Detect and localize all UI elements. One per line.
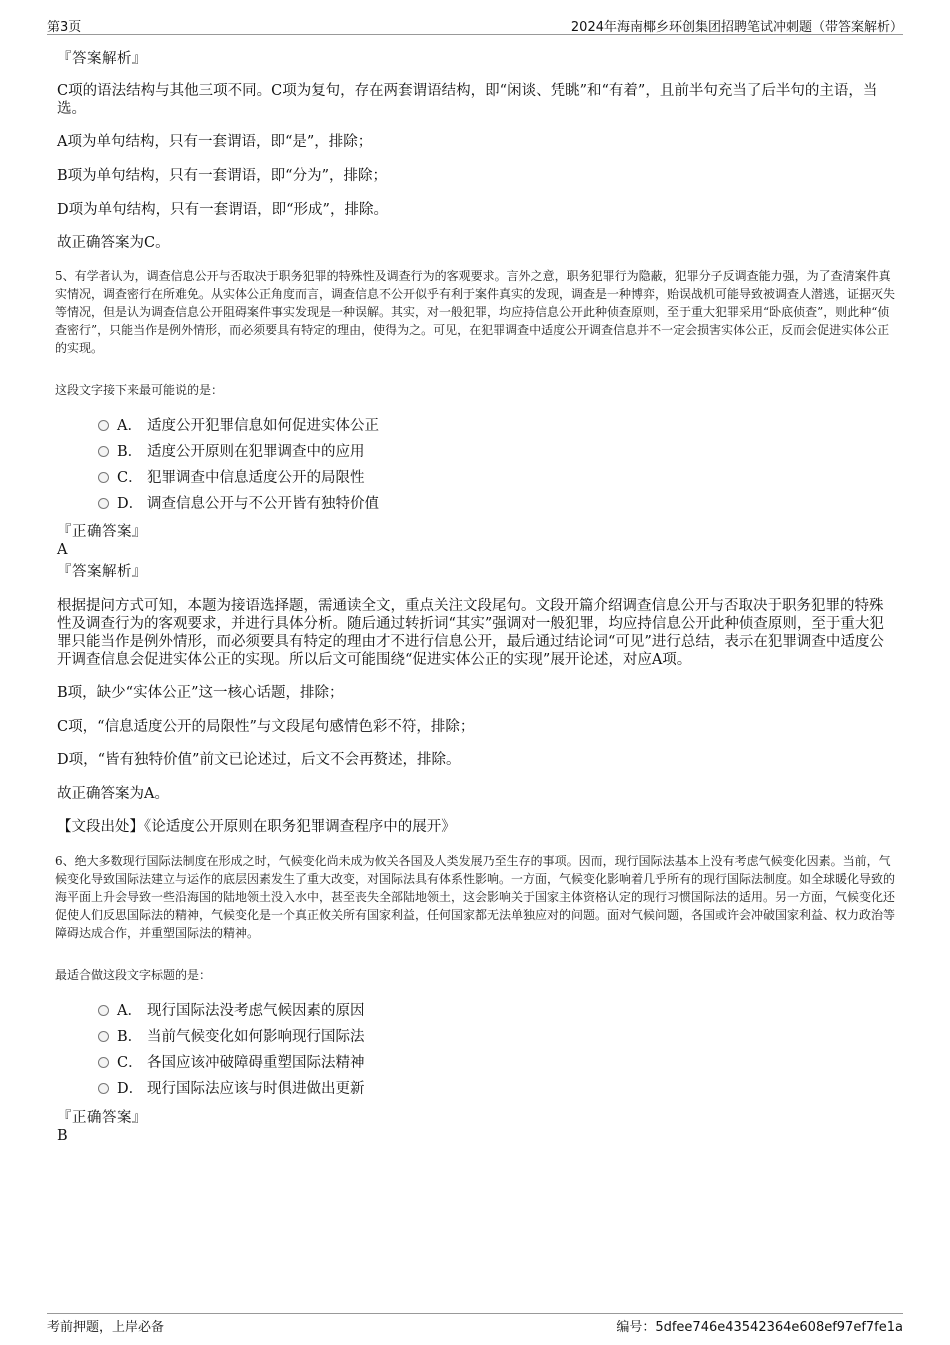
option-text: 现行国际法没考虑气候因素的原因 [147, 1003, 365, 1019]
document-title: 2024年海南椰乡环创集团招聘笔试冲刺题（带答案解析） [570, 20, 903, 35]
option-letter: A． [117, 418, 142, 434]
analysis-paragraph: C项的语法结构与其他三项不同。C项为复句，存在两套谓语结构，即“闲谈、凭眺”和“有着”，且前半句充当了后半句的主语，当选。 [57, 83, 878, 117]
radio-button[interactable] [98, 420, 109, 431]
option-letter: C． [117, 470, 143, 486]
analysis-heading: 『答案解析』 [57, 564, 147, 580]
option-d[interactable] [98, 495, 379, 513]
page-header [47, 14, 903, 35]
analysis-heading: 『答案解析』 [57, 51, 147, 67]
option-text: 现行国际法应该与时俱进做出更新 [147, 1081, 365, 1097]
option-c[interactable] [98, 1054, 365, 1072]
option-text: 各国应该冲破障碍重塑国际法精神 [147, 1055, 365, 1071]
radio-button[interactable] [98, 446, 109, 457]
option-d[interactable] [98, 1080, 365, 1098]
analysis-paragraph: D项为单句结构，只有一套谓语，即“形成”，排除。 [57, 202, 388, 218]
correct-answer-heading: 『正确答案』 [57, 1110, 147, 1126]
option-text: 适度公开犯罪信息如何促进实体公正 [147, 418, 379, 434]
option-letter: C． [117, 1055, 143, 1071]
question-stem: 6、绝大多数现行国际法制度在形成之时，气候变化尚未成为攸关各国及人类发展乃至生存的事项。因而，现行国际法基本上没有考虑气候变化因素。当前，气候变化导致国际法建立与运作的底层因素发生了重大改变，对国际法具有体系性影响。一方面，气候变化影响着几乎所有的现行国际法制度。如全球暖化导致的海平面上升会导致一些沿海国的陆地领土没入水中，甚至丧失全部陆地领土，这会影响关于国家主体资格认定的现行习惯国际法的适用。另一方面，气候变化还促使人们反思国际法的精神，气候变化是一个真正攸关所有国家利益，任何国家都无法单独应对的问题。面对气候问题，各国或许会冲破国家利益、权力政治等障碍达成合作，并重塑国际法的精神。 [55, 854, 896, 940]
option-c[interactable] [98, 469, 365, 487]
radio-button[interactable] [98, 472, 109, 483]
analysis-paragraph: C项，“信息适度公开的局限性”与文段尾句感情色彩不符，排除； [57, 719, 475, 735]
correct-answer: A [57, 542, 68, 558]
option-text: 调查信息公开与不公开皆有独特价值 [147, 496, 379, 512]
page-footer [47, 1313, 903, 1334]
option-a[interactable] [98, 417, 379, 435]
radio-button[interactable] [98, 1005, 109, 1016]
option-b[interactable] [98, 443, 365, 461]
option-text: 适度公开原则在犯罪调查中的应用 [147, 444, 365, 460]
page-number: 第3页 [47, 20, 82, 35]
radio-button[interactable] [98, 1057, 109, 1068]
option-letter: D． [117, 496, 144, 512]
option-letter: A． [117, 1003, 142, 1019]
analysis-paragraph: A项为单句结构，只有一套谓语，即“是”，排除； [57, 134, 373, 150]
radio-button[interactable] [98, 1083, 109, 1094]
option-letter: B． [117, 444, 143, 460]
question-prompt: 这段文字接下来最可能说的是： [55, 383, 224, 397]
option-text: 当前气候变化如何影响现行国际法 [147, 1029, 365, 1045]
answer-conclusion: 故正确答案为C。 [57, 235, 170, 251]
option-a[interactable] [98, 1002, 365, 1020]
answer-conclusion: 故正确答案为A。 [57, 786, 169, 802]
option-letter: B． [117, 1029, 143, 1045]
correct-answer: B [57, 1128, 68, 1144]
footer-slogan: 考前押题，上岸必备 [47, 1320, 165, 1335]
radio-button[interactable] [98, 498, 109, 509]
correct-answer-heading: 『正确答案』 [57, 524, 147, 540]
analysis-paragraph: D项，“皆有独特价值”前文已论述过，后文不会再赘述，排除。 [57, 752, 461, 768]
option-letter: D． [117, 1081, 144, 1097]
question-stem: 5、有学者认为，调查信息公开与否取决于职务犯罪的特殊性及调查行为的客观要求。言外之意，职务犯罪行为隐蔽，犯罪分子反调查能力强，为了查清案件真实情况，调查密行在所难免。从实体公正角度而言，调查信息不公开似乎有利于案件真实的发现，调查是一种博弈，贻误战机可能导致被调查人潜逃，证据灭失等情况，但是认为调查信息公开阻碍案件事实发现是一种误解。其实，对一般犯罪，均应持信息公开此种侦查原则，至于重大犯罪采用“卧底侦查”，则此种“侦查密行”，只能当作是例外情形，而必须要具有特定的理由，使得为之。可见，在犯罪调查中适度公开调查信息并不一定会损害实体公正，反而会促进实体公正的实现。 [55, 269, 896, 355]
analysis-paragraph: 根据提问方式可知，本题为接语选择题，需通读全文，重点关注文段尾句。文段开篇介绍调查信息公开与否取决于职务犯罪的特殊性及调查行为的客观要求，并进行具体分析。随后通过转折词“其实”强调对一般犯罪，均应持信息公开此种侦查原则，至于重大犯罪只能当作是例外情形，而必须要具有特定的理由才不进行信息公开，最后通过结论词“可见”进行总结，表示在犯罪调查中适度公开调查信息会促进实体公正的实现。所以后文可能围绕“促进实体公正的实现”展开论述，对应A项。 [57, 598, 884, 668]
source-citation: 【文段出处】《论适度公开原则在职务犯罪调查程序中的展开》 [57, 819, 456, 835]
analysis-paragraph: B项为单句结构，只有一套谓语，即“分为”，排除； [57, 168, 387, 184]
question-prompt: 最适合做这段文字标题的是： [55, 968, 212, 982]
option-text: 犯罪调查中信息适度公开的局限性 [147, 470, 365, 486]
radio-button[interactable] [98, 1031, 109, 1042]
document-serial: 编号：5dfee746e43542364e608ef97ef7fe1a [616, 1320, 903, 1335]
analysis-paragraph: B项，缺少“实体公正”这一核心话题，排除； [57, 685, 344, 701]
option-b[interactable] [98, 1028, 365, 1046]
